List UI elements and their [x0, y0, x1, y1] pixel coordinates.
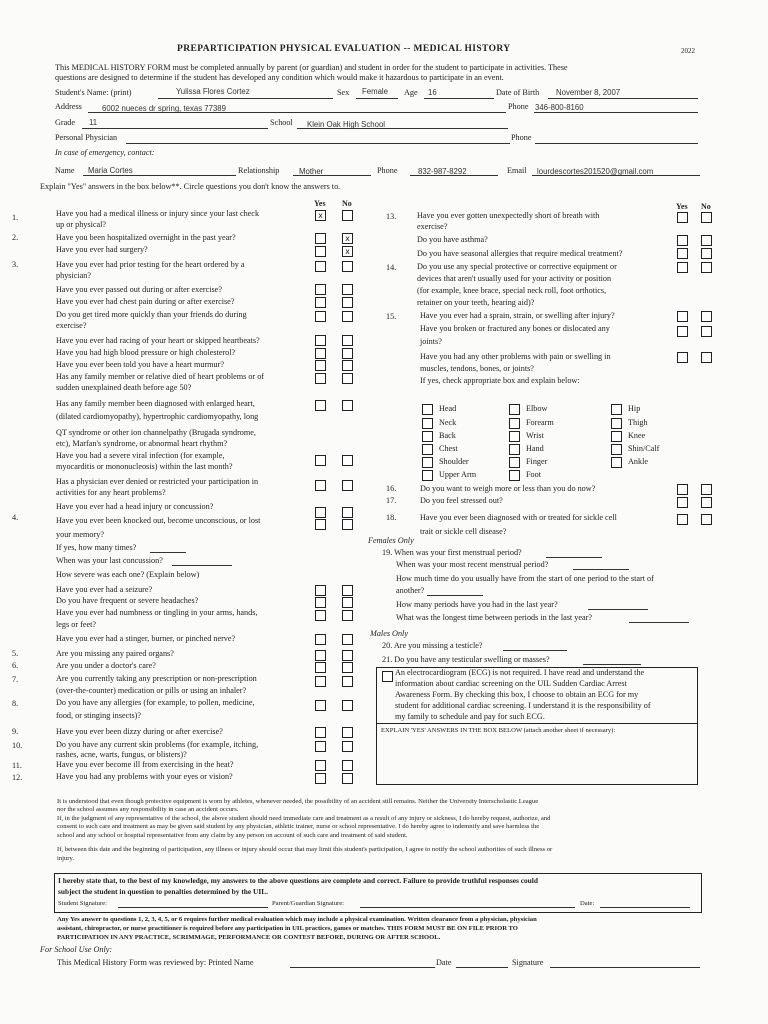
q13: Have you ever gotten unexpectedly short of breath with — [417, 211, 600, 220]
q18: Have you ever been diagnosed with or treated for sickle cell — [420, 513, 617, 522]
phone-label: Phone — [508, 102, 529, 111]
q11-yes-checkbox[interactable] — [315, 760, 326, 771]
q12-no-checkbox[interactable] — [342, 773, 353, 784]
q4h-no-checkbox[interactable] — [342, 597, 353, 608]
q13d-no-checkbox[interactable] — [701, 248, 712, 259]
thigh-checkbox[interactable] — [611, 418, 622, 429]
chest-label: Chest — [439, 444, 458, 453]
q16-no-checkbox[interactable] — [701, 484, 712, 495]
wrist-label: Wrist — [526, 431, 544, 440]
q-num: 9. — [12, 727, 19, 736]
q3e: Do you get tired more quickly than your friends do during — [56, 310, 247, 319]
q12: Have you had any problems with your eyes or vision? — [56, 772, 233, 781]
any-yes-line-1: Any Yes answer to questions 1, 2, 3, 4, 5, or 6 requires further medical evaluation which may include a physical examination. Written clearance from a physician, physician — [57, 916, 537, 923]
q3n: QT syndrome or other ion channelpathy (Brugada syndrome, — [56, 428, 256, 437]
explain-instruction: Explain "Yes" answers in the box below**. Circle questions you don't know the answers to. — [40, 182, 341, 191]
q3c: Have you ever passed out during or after exercise? — [56, 285, 222, 294]
q4-yes-checkbox[interactable] — [315, 507, 326, 518]
q12-yes-checkbox[interactable] — [315, 773, 326, 784]
school-use-heading: For School Use Only: — [40, 945, 113, 954]
q1b: up or physical? — [56, 220, 107, 229]
disclaimer-line-1: It is understood that even though protective equipment is worn by athletes, whenever needed, the possibility of an accident still remains. Neither the University Interscholastic League — [57, 798, 539, 805]
any-yes-line-2: assistant, chiropractor, or nurse practitioner is required before any participation in UIL practices, games or matches. THIS FORM MUST BE ON FILE PRIOR TO — [57, 925, 518, 932]
wrist-checkbox[interactable] — [509, 431, 520, 442]
q13d-yes-checkbox[interactable] — [677, 248, 688, 259]
hand-label: Hand — [526, 444, 544, 453]
q15d-yes-checkbox[interactable] — [677, 352, 688, 363]
upper-arm-label: Upper Arm — [439, 470, 477, 479]
q15c: joints? — [420, 337, 442, 346]
q15f: If yes, check appropriate box and explain below: — [420, 376, 580, 385]
q4i-yes-checkbox[interactable] — [315, 610, 326, 621]
q2b-yes-checkbox[interactable] — [315, 246, 326, 257]
hand-checkbox[interactable] — [509, 444, 520, 455]
q5-no-checkbox[interactable] — [342, 650, 353, 661]
q3c-yes-checkbox[interactable] — [315, 284, 326, 295]
q8-no-checkbox[interactable] — [342, 700, 353, 711]
sex-field[interactable]: Female — [362, 87, 388, 96]
contact-name-label: Name — [55, 166, 75, 175]
q6: Are you under a doctor's care? — [56, 661, 156, 670]
address-field[interactable]: 6002 nueces dr spring, texas 77389 — [102, 104, 226, 113]
q15b-no-checkbox[interactable] — [701, 326, 712, 337]
q13d: Do you have seasonal allergies that require medical treatment? — [417, 249, 623, 258]
intro-line-2: questions are designed to determine if the student has developed any condition which would make it hazardous to participate in an event. — [55, 73, 504, 82]
q2b-no-checkbox[interactable]: x — [342, 246, 353, 257]
q3f: exercise? — [56, 321, 87, 330]
males-only-heading: Males Only — [370, 629, 408, 638]
consent-line-1: If, in the judgment of any representative of the school, the above student should need immediate care and treatment as a result of any injury or sickness, I do hereby request, authorize, and — [57, 815, 551, 822]
q3m: (dilated cardiomyopathy), hypertrophic cardiomyopathy, long — [56, 412, 259, 421]
q-num: 3. — [12, 260, 19, 269]
q-num: 4. — [12, 513, 19, 522]
q3b: physician? — [56, 271, 92, 280]
hip-label: Hip — [628, 404, 641, 413]
q19: 19. When was your first menstrual period? — [382, 548, 522, 557]
dob-field[interactable]: November 8, 2007 — [556, 88, 621, 97]
q4d: If yes, how many times? — [56, 543, 137, 552]
q11-no-checkbox[interactable] — [342, 760, 353, 771]
q14-yes-checkbox[interactable] — [677, 262, 688, 273]
q4e: When was your last concussion? — [56, 556, 163, 565]
q6-yes-checkbox[interactable] — [315, 662, 326, 673]
q13b: exercise? — [417, 222, 448, 231]
q-num: 12. — [12, 773, 23, 782]
q2b: Have you ever had surgery? — [56, 245, 148, 254]
q4j: legs or feet? — [56, 620, 97, 629]
knee-checkbox[interactable] — [611, 431, 622, 442]
school-field[interactable]: Klein Oak High School — [307, 120, 386, 129]
q13-no-checkbox[interactable] — [701, 212, 712, 223]
shoulder-checkbox[interactable] — [422, 457, 433, 468]
sex-label: Sex — [337, 88, 350, 97]
emergency-label: In case of emergency, contact: — [55, 148, 155, 157]
neck-checkbox[interactable] — [422, 418, 433, 429]
q14: Do you use any special protective or corrective equipment or — [417, 262, 617, 271]
notify-line-2: injury. — [57, 855, 74, 862]
student-name-label: Student's Name: (print) — [55, 88, 132, 97]
q15-no-checkbox[interactable] — [701, 311, 712, 322]
reviewed-by-label: This Medical History Form was reviewed by: Printed Name — [57, 958, 254, 967]
q4i-no-checkbox[interactable] — [342, 610, 353, 621]
foot-label: Foot — [526, 470, 542, 479]
foot-checkbox[interactable] — [509, 470, 520, 481]
hip-checkbox[interactable] — [611, 404, 622, 415]
q9-no-checkbox[interactable] — [342, 727, 353, 738]
q-num: 6. — [12, 661, 19, 670]
neck-label: Neck — [439, 418, 457, 427]
ankle-label: Ankle — [628, 457, 649, 466]
student-name-field[interactable]: Yulissa Flores Cortez — [176, 87, 250, 96]
q7-no-checkbox[interactable] — [342, 676, 353, 687]
ecg-line-5: my family to schedule and pay for such ECG. — [395, 712, 545, 721]
q17: Do you feel stressed out? — [420, 496, 503, 505]
q3r-no-checkbox[interactable] — [342, 480, 353, 491]
q-num: 7. — [12, 675, 19, 684]
q3j-yes-checkbox[interactable] — [315, 373, 326, 384]
grade-field[interactable]: 11 — [89, 118, 98, 127]
ecg-line-2: information about cardiac screening on the UIL Sudden Cardiac Arrest — [395, 679, 627, 688]
q3l-yes-checkbox[interactable] — [315, 400, 326, 411]
q7-yes-checkbox[interactable] — [315, 676, 326, 687]
q3d-yes-checkbox[interactable] — [315, 297, 326, 308]
q3h-no-checkbox[interactable] — [342, 348, 353, 359]
q3r: Has a physician ever denied or restricted your participation in — [56, 477, 259, 486]
notify-line-1: If, between this date and the beginning of participation, any illness or injury should occur that may limit this student's participation, I agree to notify the school authorities of such illness or — [57, 846, 553, 853]
females-only-heading: Females Only — [368, 536, 414, 545]
q3l: Has any family member been diagnosed with enlarged heart, — [56, 399, 255, 408]
ecg-line-4: student for additional cardiac screening. I understand it is the responsibility of — [395, 701, 651, 710]
age-field[interactable]: 16 — [428, 88, 437, 97]
knee-label: Knee — [628, 431, 646, 440]
q3i: Have you ever been told you have a heart murmur? — [56, 360, 225, 369]
q3-no-checkbox[interactable] — [342, 261, 353, 272]
q3q: myocarditis or mononucleosis) within the last month? — [56, 462, 233, 471]
q3p-no-checkbox[interactable] — [342, 455, 353, 466]
explain-box-label: EXPLAIN 'YES' ANSWERS IN THE BOX BELOW (attach another sheet if necessary): — [381, 727, 616, 734]
shin-calf-checkbox[interactable] — [611, 444, 622, 455]
q13c: Do you have asthma? — [417, 235, 488, 244]
q7: Are you currently taking any prescription or non-prescription — [56, 674, 257, 683]
q3e-no-checkbox[interactable] — [342, 311, 353, 322]
q10-yes-checkbox[interactable] — [315, 741, 326, 752]
q21: 21. Do you have any testicular swelling or masses? — [382, 655, 550, 664]
q3-yes-checkbox[interactable] — [315, 261, 326, 272]
q8: Do you have any allergies (for example, to pollen, medicine, — [56, 698, 255, 707]
q15b-yes-checkbox[interactable] — [677, 326, 688, 337]
q-num: 2. — [12, 233, 19, 242]
age-label: Age — [404, 88, 418, 97]
ankle-checkbox[interactable] — [611, 457, 622, 468]
q-num: 1. — [12, 213, 19, 222]
q3c-no-checkbox[interactable] — [342, 284, 353, 295]
q3i-yes-checkbox[interactable] — [315, 360, 326, 371]
q19c: How much time do you usually have from the start of one period to the start of — [396, 574, 654, 583]
q-num: 11. — [12, 761, 22, 770]
form-year: 2022 — [681, 47, 695, 55]
q19b: When was your most recent menstrual period? — [396, 560, 549, 569]
q-num: 8. — [12, 699, 19, 708]
q3s: activities for any heart problems? — [56, 488, 166, 497]
q4b: Have you ever been knocked out, become unconscious, or lost — [56, 516, 261, 525]
physician-label: Personal Physician — [55, 133, 118, 142]
certify-line-1: I hereby state that, to the best of my knowledge, my answers to the above questions are complete and correct. Failure to provide truthful responses could — [58, 876, 538, 885]
q1: Have you had a medical illness or injury since your last check — [56, 209, 260, 218]
q4c: your memory? — [56, 530, 104, 539]
q3: Have you ever had prior testing for the heart ordered by a — [56, 260, 245, 269]
q13c-no-checkbox[interactable] — [701, 235, 712, 246]
q3e-yes-checkbox[interactable] — [315, 311, 326, 322]
q18-no-checkbox[interactable] — [701, 514, 712, 525]
q4: Have you ever had a head injury or concussion? — [56, 502, 214, 511]
q4-no-checkbox[interactable] — [342, 507, 353, 518]
no-header-left: No — [342, 199, 352, 208]
q10b: rashes, acne, warts, fungus, or blisters)? — [56, 750, 187, 759]
q3k: sudden unexplained death before age 50? — [56, 383, 192, 392]
q15b: Have you broken or fractured any bones or dislocated any — [420, 324, 610, 333]
contact-name-field[interactable]: Maria Cortes — [88, 166, 133, 175]
q2-yes-checkbox[interactable] — [315, 233, 326, 244]
any-yes-line-3: PARTICIPATION IN ANY PRACTICE, SCRIMMAGE, PERFORMANCE OR CONTEST BEFORE, DURING OR AFTER SCHOOL. — [57, 934, 441, 941]
back-label: Back — [439, 431, 456, 440]
q-num: 17. — [386, 496, 397, 505]
q16-yes-checkbox[interactable] — [677, 484, 688, 495]
relationship-label: Relationship — [238, 166, 280, 175]
contact-phone-label: Phone — [377, 166, 398, 175]
q3g: Have you ever had racing of your heart or skipped heartbeats? — [56, 336, 260, 345]
q14-no-checkbox[interactable] — [701, 262, 712, 273]
q17-no-checkbox[interactable] — [701, 497, 712, 508]
finger-label: Finger — [526, 457, 548, 466]
disclaimer-line-2: nor the school assumes any responsibility in case an accident occurs. — [57, 806, 239, 813]
no-header-right: No — [701, 202, 711, 211]
q4g-yes-checkbox[interactable] — [315, 585, 326, 596]
finger-checkbox[interactable] — [509, 457, 520, 468]
q-num: 10. — [12, 741, 23, 750]
q5: Are you missing any paired organs? — [56, 649, 174, 658]
school-label: School — [270, 118, 293, 127]
reviewed-signature-label: Signature — [512, 958, 544, 967]
q15-yes-checkbox[interactable] — [677, 311, 688, 322]
q10: Do you have any current skin problems (for example, itching, — [56, 740, 259, 749]
q15d-no-checkbox[interactable] — [701, 352, 712, 363]
elbow-checkbox[interactable] — [509, 404, 520, 415]
q-num: 13. — [386, 212, 397, 221]
q13-yes-checkbox[interactable] — [677, 212, 688, 223]
q15d: Have you had any other problems with pain or swelling in — [420, 352, 611, 361]
q4f: How severe was each one? (Explain below) — [56, 570, 200, 579]
back-checkbox[interactable] — [422, 431, 433, 442]
q10-no-checkbox[interactable] — [342, 741, 353, 752]
q5-yes-checkbox[interactable] — [315, 650, 326, 661]
certify-line-2: subject the student in question to penalties determined by the UIL. — [58, 887, 269, 896]
address-label: Address — [55, 102, 82, 111]
q4b-no-checkbox[interactable] — [342, 519, 353, 530]
ecg-line-3: Awareness Form. By checking this box, I choose to obtain an ECG for my — [395, 690, 639, 699]
phone-field[interactable]: 346-800-8160 — [535, 103, 584, 112]
ecg-line-1: An electrocardiogram (ECG) is not required. I have read and understand the — [395, 668, 645, 677]
q4i: Have you ever had numbness or tingling in your arms, hands, — [56, 608, 258, 617]
q16: Do you want to weigh more or less than you do now? — [420, 484, 596, 493]
q3l-no-checkbox[interactable] — [342, 400, 353, 411]
q19f: What was the longest time between periods in the last year? — [396, 613, 592, 622]
q3h: Have you had high blood pressure or high cholesterol? — [56, 348, 236, 357]
intro-line-1: This MEDICAL HISTORY FORM must be completed annually by parent (or guardian) and student in order for the student to participate in activities. These — [55, 63, 568, 72]
q6-no-checkbox[interactable] — [342, 662, 353, 673]
forearm-label: Forearm — [526, 418, 554, 427]
contact-phone-field[interactable]: 832-987-8292 — [418, 167, 467, 176]
ecg-checkbox[interactable] — [382, 671, 393, 682]
q4k-no-checkbox[interactable] — [342, 634, 353, 645]
q14d: retainer on your teeth, hearing aid)? — [417, 298, 535, 307]
forearm-checkbox[interactable] — [509, 418, 520, 429]
q2: Have you been hospitalized overnight in the past year? — [56, 233, 236, 242]
head-label: Head — [439, 404, 457, 413]
q4k: Have you ever had a stinger, burner, or pinched nerve? — [56, 634, 236, 643]
email-label: Email — [507, 166, 527, 175]
q9: Have you ever been dizzy during or after exercise? — [56, 727, 223, 736]
yes-header-right: Yes — [676, 202, 688, 211]
q7b: (over-the-counter) medication or pills or using an inhaler? — [56, 686, 247, 695]
q13c-yes-checkbox[interactable] — [677, 235, 688, 246]
q17-yes-checkbox[interactable] — [677, 497, 688, 508]
q4b-yes-checkbox[interactable] — [315, 519, 326, 530]
head-checkbox[interactable] — [422, 404, 433, 415]
elbow-label: Elbow — [526, 404, 548, 413]
q3o: etc), Marfan's syndrome, or abnormal heart rhythm? — [56, 439, 228, 448]
q-num: 15. — [386, 312, 397, 321]
dob-label: Date of Birth — [496, 88, 540, 97]
email-field[interactable]: lourdescortes201520@gmail.com — [537, 167, 654, 176]
q4k-yes-checkbox[interactable] — [315, 634, 326, 645]
chest-checkbox[interactable] — [422, 444, 433, 455]
q3d-no-checkbox[interactable] — [342, 297, 353, 308]
q3j: Has any family member or relative died of heart problems or of — [56, 372, 265, 381]
consent-line-2: consent to such care and treatment as may be given said student by any physician, athletic trainer, nurse or school representative. I do hereby agree to indemnify and save harmless the — [57, 823, 540, 830]
q4h-yes-checkbox[interactable] — [315, 597, 326, 608]
q3g-no-checkbox[interactable] — [342, 335, 353, 346]
q20: 20. Are you missing a testicle? — [382, 641, 483, 650]
shoulder-label: Shoulder — [439, 457, 469, 466]
upper-arm-checkbox[interactable] — [422, 470, 433, 481]
q18b: trait or sickle cell disease? — [420, 527, 507, 536]
q-num: 5. — [12, 649, 19, 658]
q14c: (for example, knee brace, special neck roll, foot orthotics, — [417, 286, 607, 295]
q4g-no-checkbox[interactable] — [342, 585, 353, 596]
q-num: 16. — [386, 484, 397, 493]
q3g-yes-checkbox[interactable] — [315, 335, 326, 346]
q-num: 18. — [386, 513, 397, 522]
q2-no-checkbox[interactable]: x — [342, 233, 353, 244]
thigh-label: Thigh — [628, 418, 648, 427]
q3i-no-checkbox[interactable] — [342, 360, 353, 371]
q3j-no-checkbox[interactable] — [342, 373, 353, 384]
q1-no-checkbox[interactable] — [342, 210, 353, 221]
q4h: Do you have frequent or severe headaches? — [56, 596, 199, 605]
relationship-field[interactable]: Mother — [299, 167, 324, 176]
q19e: How many periods have you had in the last year? — [396, 600, 558, 609]
q3p-yes-checkbox[interactable] — [315, 455, 326, 466]
date-label: Date: — [580, 900, 595, 907]
q18-yes-checkbox[interactable] — [677, 514, 688, 525]
q8b: food, or stinging insects)? — [56, 711, 142, 720]
q9-yes-checkbox[interactable] — [315, 727, 326, 738]
form-title: PREPARTICIPATION PHYSICAL EVALUATION -- MEDICAL HISTORY — [177, 44, 511, 54]
shin-calf-label: Shin/Calf — [628, 444, 660, 453]
q19d: another? — [396, 586, 425, 595]
student-signature-label: Student Signature: — [58, 900, 107, 907]
q4g: Have you ever had a seizure? — [56, 585, 153, 594]
q3h-yes-checkbox[interactable] — [315, 348, 326, 359]
q11: Have you ever become ill from exercising in the heat? — [56, 760, 234, 769]
q14b: devices that aren't usually used for your activity or position — [417, 274, 612, 283]
q3d: Have you ever had chest pain during or after exercise? — [56, 297, 235, 306]
physician-phone-label: Phone — [511, 133, 532, 142]
q3p: Have you had a severe viral infection (for example, — [56, 451, 225, 460]
q8-yes-checkbox[interactable] — [315, 700, 326, 711]
q3r-yes-checkbox[interactable] — [315, 480, 326, 491]
q15: Have you ever had a sprain, strain, or swelling after injury? — [420, 311, 615, 320]
q15e: muscles, tendons, bones, or joints? — [420, 364, 534, 373]
consent-line-3: school and any school or hospital representative from any claim by any person on account of such care and treatment of said student. — [57, 832, 408, 839]
grade-label: Grade — [55, 118, 76, 127]
q-num: 14. — [386, 263, 397, 272]
q1-yes-checkbox[interactable]: x — [315, 210, 326, 221]
reviewed-date-label: Date — [436, 958, 452, 967]
yes-header-left: Yes — [314, 199, 326, 208]
parent-signature-label: Parent/Guardian Signature: — [272, 900, 344, 907]
